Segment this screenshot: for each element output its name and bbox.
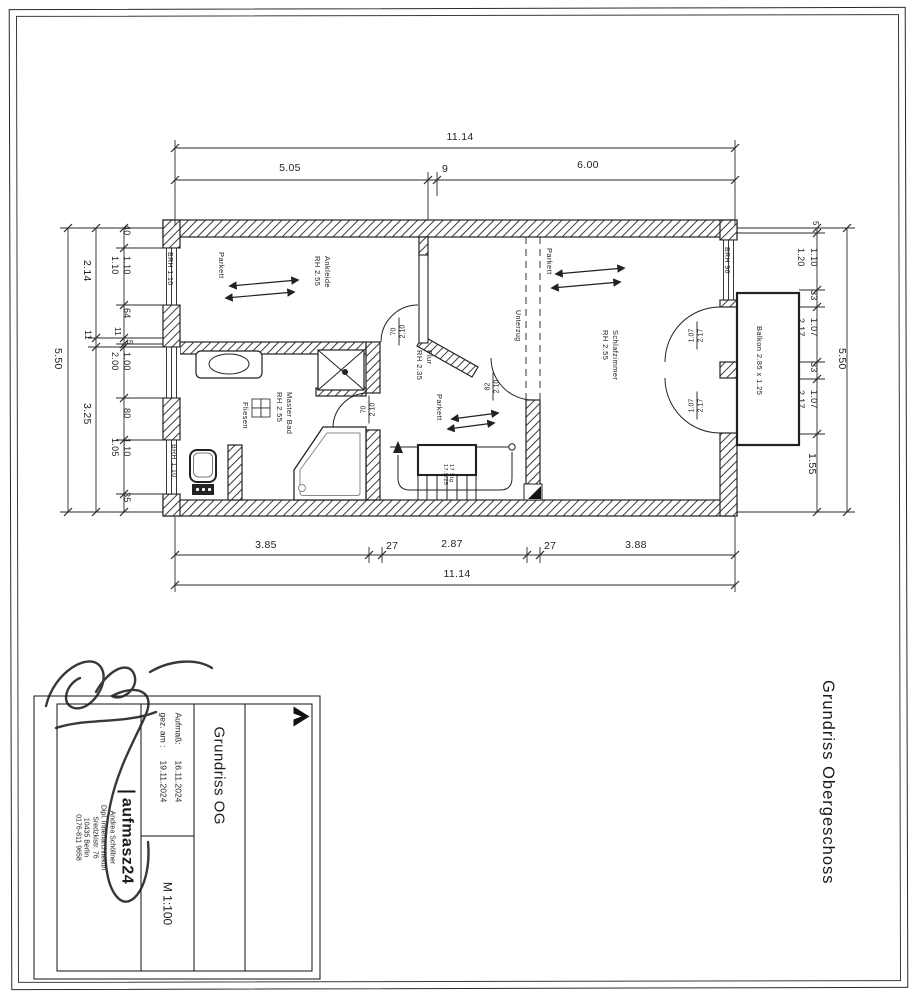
dim-right-in6b: 2.17 bbox=[796, 390, 806, 409]
dim-left-in6b: 2.00 bbox=[110, 352, 120, 371]
room-label-flur: Flur RH 2.35 bbox=[415, 350, 434, 381]
threshold-marker bbox=[524, 484, 542, 500]
room-label-master-bad: Master Bad RH 2.55 bbox=[275, 392, 294, 435]
dim-left-in9: 35 bbox=[122, 492, 132, 503]
balcony-outline bbox=[737, 293, 799, 445]
dim-right-in4: 1.07 bbox=[809, 318, 819, 337]
brh-label-right: BRH 96 bbox=[723, 247, 730, 274]
scale-label: M 1:100 bbox=[160, 881, 174, 925]
aufmass-label: Aufmaß: bbox=[173, 712, 183, 745]
dim-left-overall: 5.50 bbox=[52, 348, 64, 370]
door-size-ankleide: 70 2.10 bbox=[391, 318, 408, 346]
dim-bottom-overall: 11.14 bbox=[443, 568, 471, 580]
dim-left-in2: 1.10 bbox=[122, 256, 132, 275]
author-name: Andrea Schöllner bbox=[108, 810, 115, 864]
sheet-title-vertical: Grundriss Obergeschoss bbox=[819, 680, 837, 885]
dim-right-overall: 5.50 bbox=[836, 348, 848, 370]
dim-top-seg3: 6.00 bbox=[577, 159, 599, 171]
dim-top-seg1: 5.05 bbox=[279, 162, 301, 174]
dim-right-in3: 33 bbox=[809, 290, 819, 301]
floor-label-flur: Parkett bbox=[435, 394, 444, 421]
drawn-date: 19.11.2024 bbox=[158, 760, 168, 802]
floor-label-schlafzimmer: Parkett bbox=[545, 248, 554, 275]
dim-bottom-seg4: 27 bbox=[544, 540, 557, 552]
brh-label-left-bottom: BRH 1.10 bbox=[170, 444, 177, 478]
address-city: 10435 Berlin bbox=[82, 817, 90, 857]
tile-symbol-icon bbox=[252, 399, 270, 417]
floor-label-master-bad: Fliesen bbox=[241, 402, 250, 429]
dim-right-in7: 1.55 bbox=[806, 453, 818, 475]
dim-left-in3: 64 bbox=[122, 308, 132, 319]
stair-annotation: 17 Stg 17.5/25 bbox=[442, 464, 454, 486]
dim-right-in6: 1.07 bbox=[809, 390, 819, 409]
unterzug-label: Unterzug bbox=[514, 310, 521, 342]
door-size-balkon-links: 1.07 2.17 bbox=[689, 322, 706, 350]
aufmasz-logo-icon bbox=[291, 704, 311, 728]
dim-bottom-seg5: 3.88 bbox=[625, 539, 647, 551]
title-block bbox=[33, 695, 320, 979]
shower-icon bbox=[318, 350, 364, 390]
unterzug-dashed-lines bbox=[526, 237, 540, 400]
author-title: Dipl. Innenarchitektin bbox=[99, 804, 107, 870]
dim-right-in2: 1.10 bbox=[809, 248, 819, 267]
bathtub-icon bbox=[294, 427, 366, 500]
dim-left-in8: 1.05 bbox=[110, 438, 120, 457]
dim-left-in6: 1.00 bbox=[122, 352, 132, 371]
dim-bottom-seg3: 2.87 bbox=[441, 538, 463, 550]
toilet-icon bbox=[190, 450, 216, 495]
dim-left-mid3: 3.25 bbox=[81, 403, 93, 425]
balcony-label: Balkon 2.85 x 1.25 bbox=[755, 326, 764, 396]
sink-icon bbox=[196, 351, 262, 378]
dim-left-in7: 80 bbox=[122, 408, 132, 419]
logo-text: aufmasz24 bbox=[117, 790, 135, 883]
phone-number: 0176-811 9658 bbox=[73, 813, 81, 861]
room-label-ankleide: Ankleide RH 2.55 bbox=[313, 256, 332, 288]
dim-right-in2b: 1.20 bbox=[796, 248, 806, 267]
dim-right-in5: 33 bbox=[809, 362, 819, 373]
dim-right-in4b: 2.17 bbox=[796, 318, 806, 337]
dim-top-overall: 11.14 bbox=[446, 131, 474, 143]
dim-right-in1: 5 bbox=[811, 221, 820, 226]
dim-left-mid2: 11 bbox=[83, 330, 93, 340]
brh-label-left-top: BRH 1.10 bbox=[166, 252, 173, 286]
dim-left-in2b: 1.10 bbox=[110, 256, 120, 275]
title-block-empty-cell bbox=[244, 704, 311, 970]
dim-left-in8b: 1.10 bbox=[122, 438, 132, 457]
door-size-bad: 70 2.10 bbox=[361, 396, 378, 424]
dim-left-mid1: 2.14 bbox=[81, 260, 93, 282]
dim-left-in4: 11 bbox=[113, 327, 122, 336]
dim-bottom-seg2: 27 bbox=[386, 540, 399, 552]
address-street: Sredzkistr. 76 bbox=[90, 815, 98, 859]
partition-wall bbox=[419, 255, 428, 343]
title-block-dates bbox=[141, 704, 193, 836]
room-label-schlafzimmer: Schlafzimmer RH 2.55 bbox=[601, 330, 620, 381]
drawn-label: gez. am : bbox=[158, 712, 168, 747]
dim-left-in1: 40 bbox=[122, 225, 132, 236]
door-size-schlafzimmer: 82 2.10 bbox=[485, 373, 502, 401]
title-block-logo-cell bbox=[57, 704, 140, 970]
floor-label-ankleide: Parkett bbox=[217, 252, 226, 279]
dim-left-in5: 5 bbox=[125, 340, 134, 345]
dim-bottom-seg1: 3.85 bbox=[255, 539, 277, 551]
dim-top-seg2: 9 bbox=[442, 163, 449, 175]
drawing-title: Grundriss OG bbox=[193, 704, 244, 970]
door-size-balkon-rechts: 1.07 2.17 bbox=[689, 392, 706, 420]
aufmass-date: 16.11.2024 bbox=[173, 760, 183, 802]
